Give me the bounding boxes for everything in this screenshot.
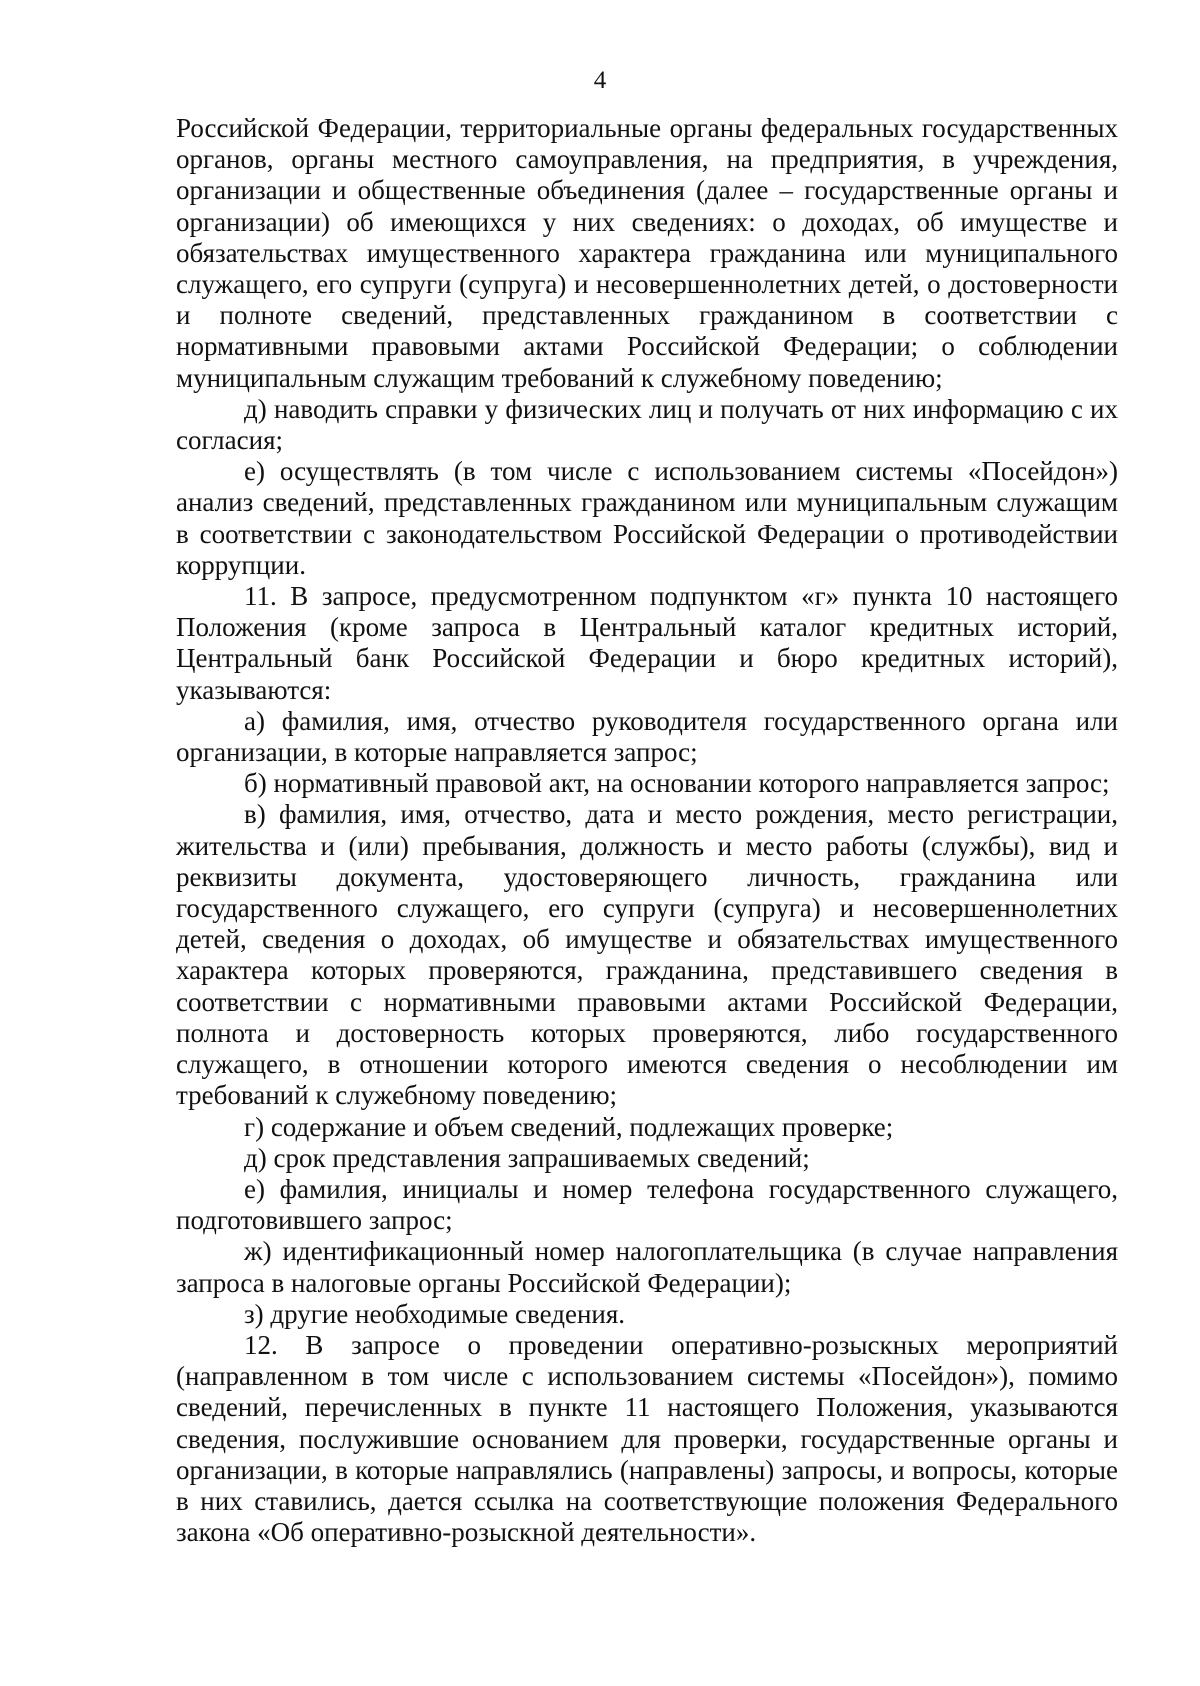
paragraph-item-d: д) наводить справки у физических лиц и получать от них информацию с их согласия; bbox=[176, 393, 1118, 456]
page-header bbox=[0, 66, 1200, 96]
paragraph-item-v: в) фамилия, имя, отчество, дата и место рождения, место регистрации, жительства и (или) пребывания, должность и место работы (службы), вид и реквизиты документа, удостоверяющего личность, гражданина или государственного служащего, его супруги (супруга) и несовершеннолетних детей, сведения о доходах, об имуществе и обязательствах имущественного характера которых проверяются, гражданина, представившего сведения в соответствии с нормативными правовыми актами Российской Федерации, полнота и достоверность которых проверяются, либо государственного служащего, в отношении которого имеются сведения о несоблюдении им требований к служебному поведению; bbox=[176, 799, 1118, 1111]
paragraph-item-b: б) нормативный правовой акт, на основании которого направляется запрос; bbox=[244, 768, 1110, 799]
paragraph-item-e: е) осуществлять (в том числе с использованием системы «Посейдон») анализ сведений, представленных гражданином или муниципальным служащим в соответствии с законодательством Российской Федерации о противодействии коррупции. bbox=[176, 456, 1118, 580]
page-number: 4 bbox=[593, 67, 607, 94]
paragraph-item-e2: е) фамилия, инициалы и номер телефона государственного служащего, подготовившего запрос; bbox=[176, 1173, 1118, 1236]
paragraph-section-12: 12. В запросе о проведении оперативно-розыскных мероприятий (направленном в том числе с использованием системы «Посейдон»), помимо сведений, перечисленных в пункте 11 настоящего Положения, указываются сведения, послужившие основанием для проверки, государственные органы и организации, в которые направлялись (направлены) запросы, и вопросы, которые в них ставились, дается ссылка на соответствующие положения Федерального закона «Об оперативно-розыскной деятельности». bbox=[176, 1329, 1118, 1548]
paragraph-item-g: г) содержание и объем сведений, подлежащих проверке; bbox=[244, 1111, 894, 1142]
paragraph-continuation: Российской Федерации, территориальные органы федеральных государственных органов, органы местного самоуправления, на предприятия, в учреждения, организации и общественные объединения (далее – государственные органы и организации) об имеющихся у них сведениях: о доходах, об имуществе и обязательствах имущественного характера гражданина или муниципального служащего, его супруги (супруга) и несовершеннолетних детей, о достоверности и полноте сведений, представленных гражданином в соответствии с нормативными правовыми актами Российской Федерации; о соблюдении муниципальным служащим требований к служебному поведению; bbox=[176, 113, 1118, 393]
paragraph-item-d2: д) срок представления запрашиваемых сведений; bbox=[244, 1142, 810, 1173]
paragraph-item-a: а) фамилия, имя, отчество руководителя государственного органа или организации, в которые направляется запрос; bbox=[176, 705, 1118, 768]
paragraph-section-11: 11. В запросе, предусмотренном подпунктом «г» пункта 10 настоящего Положения (кроме запроса в Центральный каталог кредитных историй, Центральный банк Российской Федерации и бюро кредитных историй), указываются: bbox=[176, 581, 1118, 705]
paragraph-item-zh: ж) идентификационный номер налогоплательщика (в случае направления запроса в налоговые органы Российской Федерации); bbox=[176, 1236, 1118, 1298]
paragraph-item-z: з) другие необходимые сведения. bbox=[244, 1298, 626, 1329]
document-body bbox=[176, 113, 1118, 1548]
